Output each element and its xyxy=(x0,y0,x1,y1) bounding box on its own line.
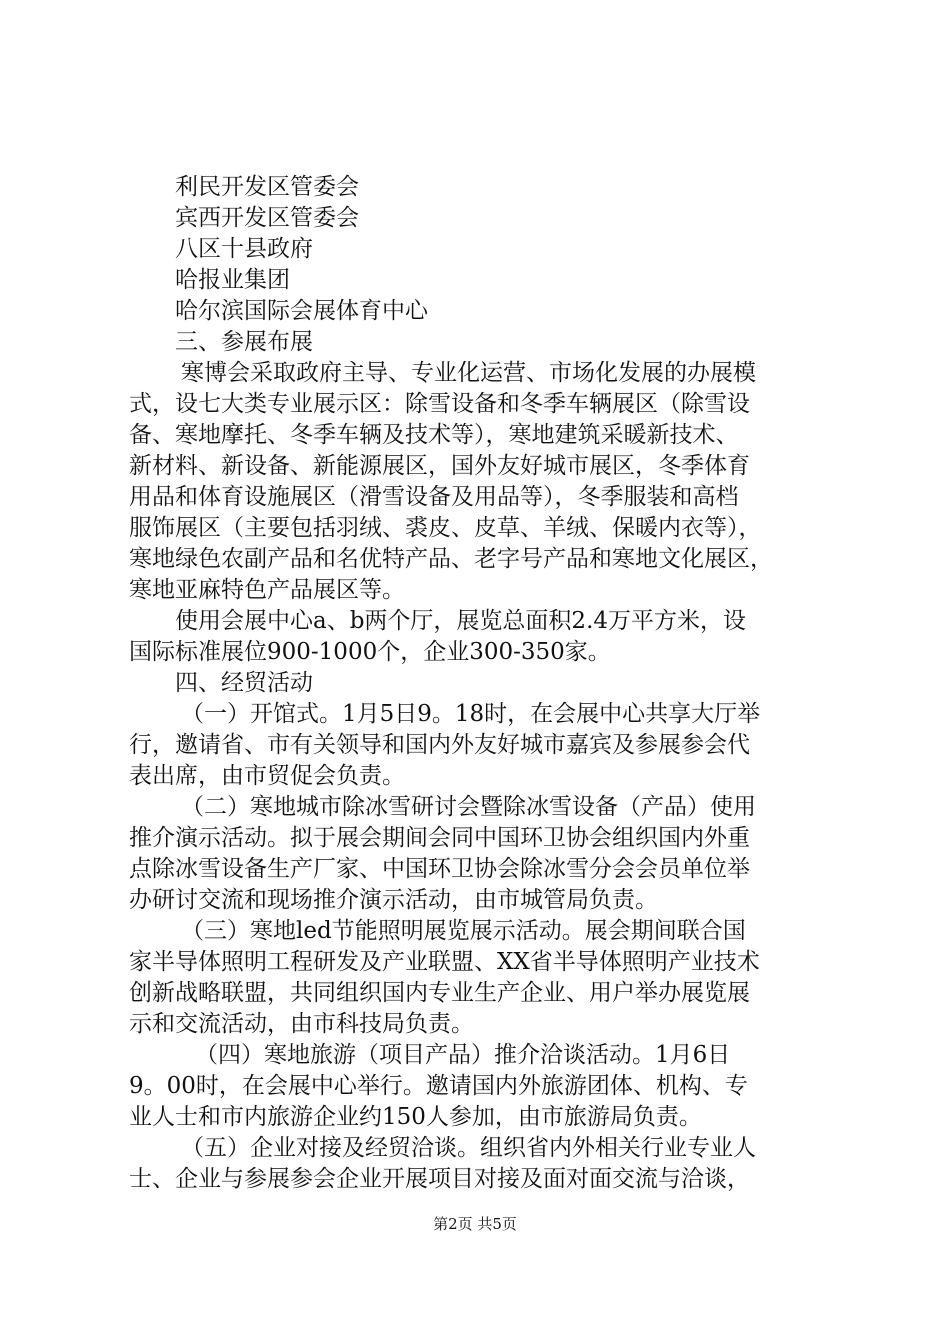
text-line: 寒地绿色农副产品和名优特产品、老字号产品和寒地文化展区， xyxy=(129,546,773,572)
text-line: 行，邀请省、市有关领导和国内外友好城市嘉宾及参展参会代 xyxy=(129,732,750,758)
text-line: 哈报业集团 xyxy=(175,267,290,293)
text-line: 办研讨交流和现场推介演示活动，由市城管局负责。 xyxy=(129,887,658,913)
text-line: 国际标准展位900-1000个，企业300-350家。 xyxy=(129,639,611,665)
text-line: 示和交流活动，由市科技局负责。 xyxy=(129,1011,474,1037)
text-line: 宾西开发区管委会 xyxy=(175,205,359,231)
text-line: 哈尔滨国际会展体育中心 xyxy=(175,298,428,324)
document-body xyxy=(129,172,829,1195)
text-line: 式，设七大类专业展示区：除雪设备和冬季车辆展区（除雪设 xyxy=(129,391,750,417)
text-line: 用品和体育设施展区（滑雪设备及用品等），冬季服装和高档 xyxy=(129,484,739,510)
text-line: （四）寒地旅游（项目产品）推介洽谈活动。1月6日 xyxy=(195,1042,731,1068)
text-line: （一）开馆式。1月5日9。18时，在会展中心共享大厅举 xyxy=(181,701,761,727)
text-line: （二）寒地城市除冰雪研讨会暨除冰雪设备（产品）使用 xyxy=(181,794,756,820)
text-line: 利民开发区管委会 xyxy=(175,174,359,200)
text-line: 9。00时，在会展中心举行。邀请国内外旅游团体、机构、专 xyxy=(129,1073,748,1099)
text-line: 寒博会采取政府主导、专业化运营、市场化发展的办展模 xyxy=(181,360,756,386)
text-line: 三、参展布展 xyxy=(175,329,313,355)
text-line: （三）寒地led节能照明展览展示活动。展会期间联合国 xyxy=(181,918,746,944)
text-line: 创新战略联盟，共同组织国内专业生产企业、用户举办展览展 xyxy=(129,980,750,1006)
text-line: 士、企业与参展参会企业开展项目对接及面对面交流与洽谈， xyxy=(129,1166,750,1192)
text-line: 推介演示活动。拟于展会期间会同中国环卫协会组织国内外重 xyxy=(129,825,750,851)
text-line: （五）企业对接及经贸洽谈。组织省内外相关行业专业人 xyxy=(181,1135,756,1161)
text-line: 服饰展区（主要包括羽绒、裘皮、皮草、羊绒、保暖内衣等）， xyxy=(129,515,762,541)
text-line: 新材料、新设备、新能源展区，国外友好城市展区，冬季体育 xyxy=(129,453,750,479)
text-line: 表出席，由市贸促会负责。 xyxy=(129,763,405,789)
text-line: 寒地亚麻特色产品展区等。 xyxy=(129,577,405,603)
text-line: 四、经贸活动 xyxy=(175,670,313,696)
text-line: 八区十县政府 xyxy=(175,236,313,262)
text-line: 家半导体照明工程研发及产业联盟、XX省半导体照明产业技术 xyxy=(129,949,760,975)
text-line: 点除冰雪设备生产厂家、中国环卫协会除冰雪分会会员单位举 xyxy=(129,856,750,882)
text-line: 备、寒地摩托、冬季车辆及技术等），寒地建筑采暖新技术、 xyxy=(129,422,739,448)
text-line: 使用会展中心a、b两个厅，展览总面积2.4万平方米，设 xyxy=(175,608,747,634)
text-line: 业人士和市内旅游企业约150人参加，由市旅游局负责。 xyxy=(129,1104,702,1130)
page-footer: 第2页 共5页 xyxy=(433,1215,517,1233)
